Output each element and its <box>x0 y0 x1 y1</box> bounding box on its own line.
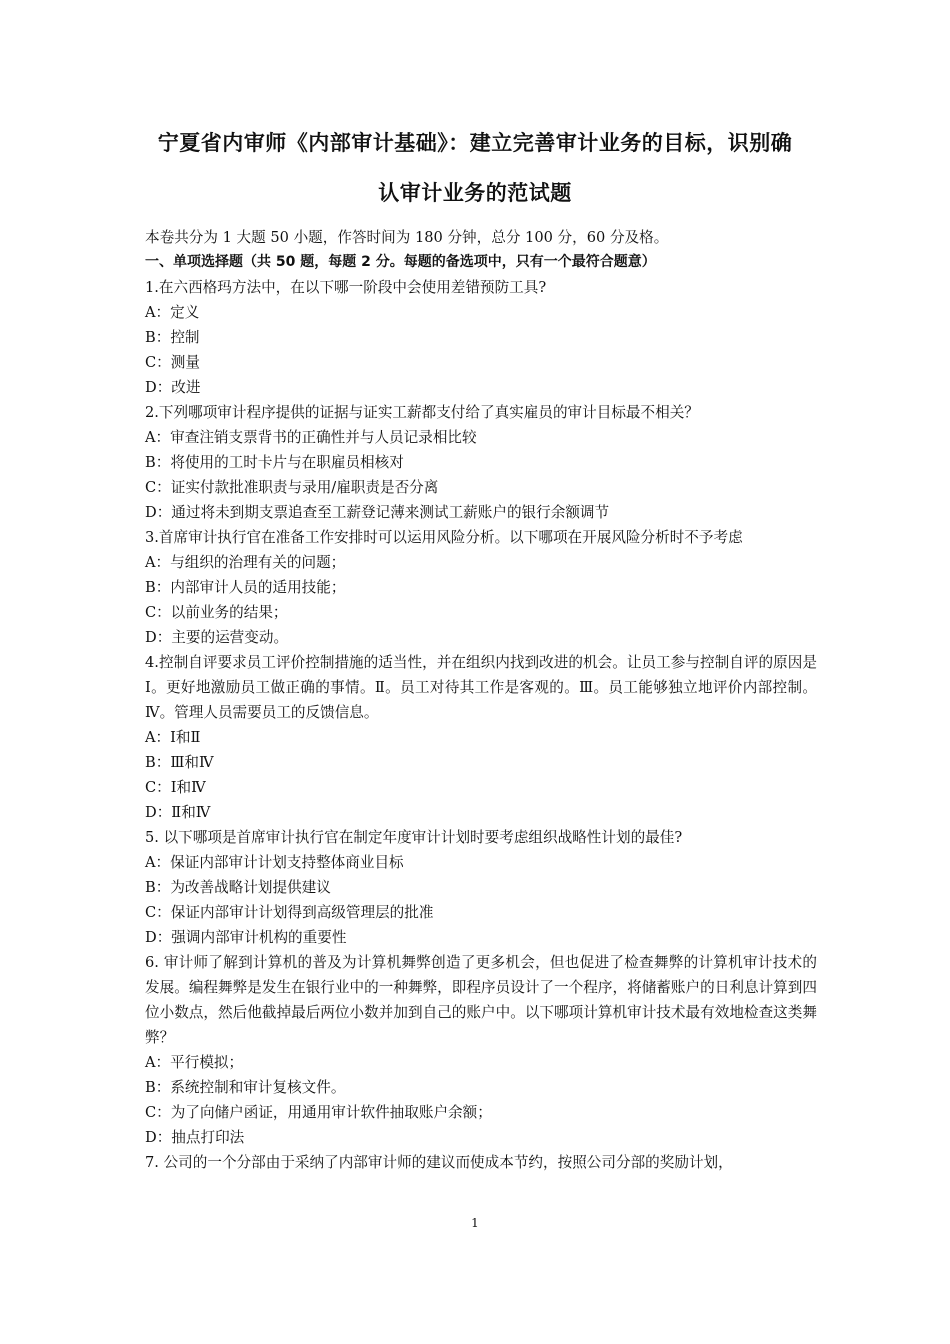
answer-option: D：强调内部审计机构的重要性 <box>145 929 347 946</box>
answer-option: D：通过将未到期支票追查至工薪登记薄来测试工薪账户的银行余额调节 <box>145 504 610 521</box>
answer-option: C：证实付款批准职责与录用/雇职责是否分离 <box>145 479 439 496</box>
answer-option: A：平行模拟； <box>145 1054 244 1071</box>
answer-option: B：控制 <box>145 329 200 346</box>
answer-option: B：Ⅲ和Ⅳ <box>145 754 214 771</box>
document-title-line-2: 认审计业务的范试题 <box>378 181 572 205</box>
section-heading: 一、单项选择题（共 50 题，每题 2 分。每题的备选项中，只有一个最符合题意） <box>145 254 656 270</box>
answer-option: C：Ⅰ和Ⅳ <box>145 779 206 796</box>
answer-option: A：定义 <box>145 304 200 321</box>
document-body <box>145 225 817 1175</box>
answer-option: D：抽点打印法 <box>145 1129 245 1146</box>
question-stem: 5. 以下哪项是首席审计执行官在制定年度审计计划时要考虑组织战略性计划的最佳? <box>145 829 683 846</box>
answer-option: D：Ⅱ和Ⅳ <box>145 804 211 821</box>
answer-option: C：保证内部审计计划得到高级管理层的批准 <box>145 904 434 921</box>
answer-option: D：主要的运营变动。 <box>145 629 289 646</box>
question-stem: 3.首席审计执行官在准备工作安排时可以运用风险分析。以下哪项在开展风险分析时不予考虑 <box>145 529 743 546</box>
answer-option: B：为改善战略计划提供建议 <box>145 879 331 896</box>
answer-option: C：测量 <box>145 354 200 371</box>
answer-option: A：保证内部审计计划支持整体商业目标 <box>145 854 404 871</box>
question-stem: 2.下列哪项审计程序提供的证据与证实工薪都支付给了真实雇员的审计目标最不相关？ <box>145 404 699 421</box>
answer-option: D：改进 <box>145 379 201 396</box>
answer-option: B：系统控制和审计复核文件。 <box>145 1079 346 1096</box>
question-stem: 4.控制自评要求员工评价控制措施的适当性，并在组织内找到改进的机会。让员工参与控制自评的原因是Ⅰ。更好地激励员工做正确的事情。Ⅱ。员工对待其工作是客观的。Ⅲ。员工能够独立地评价内部控制。Ⅳ。管理人员需要员工的反馈信息。 <box>145 654 817 721</box>
document-title-line-1: 宁夏省内审师《内部审计基础》：建立完善审计业务的目标，识别确 <box>157 131 793 155</box>
question-stem: 6. 审计师了解到计算机的普及为计算机舞弊创造了更多机会，但也促进了检查舞弊的计算机审计技术的发展。编程舞弊是发生在银行业中的一种舞弊，即程序员设计了一个程序，将储蓄账户的日利息计算到四位小数点，然后他截掉最后两位小数并加到自己的账户中。以下哪项计算机审计技术最有效地检查这类舞弊？ <box>145 954 817 1046</box>
question-stem: 7. 公司的一个分部由于采纳了内部审计师的建议而使成本节约，按照公司分部的奖励计划， <box>145 1154 733 1171</box>
exam-intro: 本卷共分为 1 大题 50 小题，作答时间为 180 分钟，总分 100 分，60 分及格。 <box>145 229 669 246</box>
page-number: 1 <box>471 1216 479 1230</box>
answer-option: A：Ⅰ和Ⅱ <box>145 729 201 746</box>
answer-option: C：为了向储户函证，用通用审计软件抽取账户余额； <box>145 1104 492 1121</box>
answer-option: C：以前业务的结果； <box>145 604 288 621</box>
answer-option: A：与组织的治理有关的问题； <box>145 554 346 571</box>
answer-option: A：审查注销支票背书的正确性并与人员记录相比较 <box>145 429 477 446</box>
answer-option: B：内部审计人员的适用技能； <box>145 579 346 596</box>
answer-option: B：将使用的工时卡片与在职雇员相核对 <box>145 454 404 471</box>
question-stem: 1.在六西格玛方法中，在以下哪一阶段中会使用差错预防工具? <box>145 279 547 296</box>
